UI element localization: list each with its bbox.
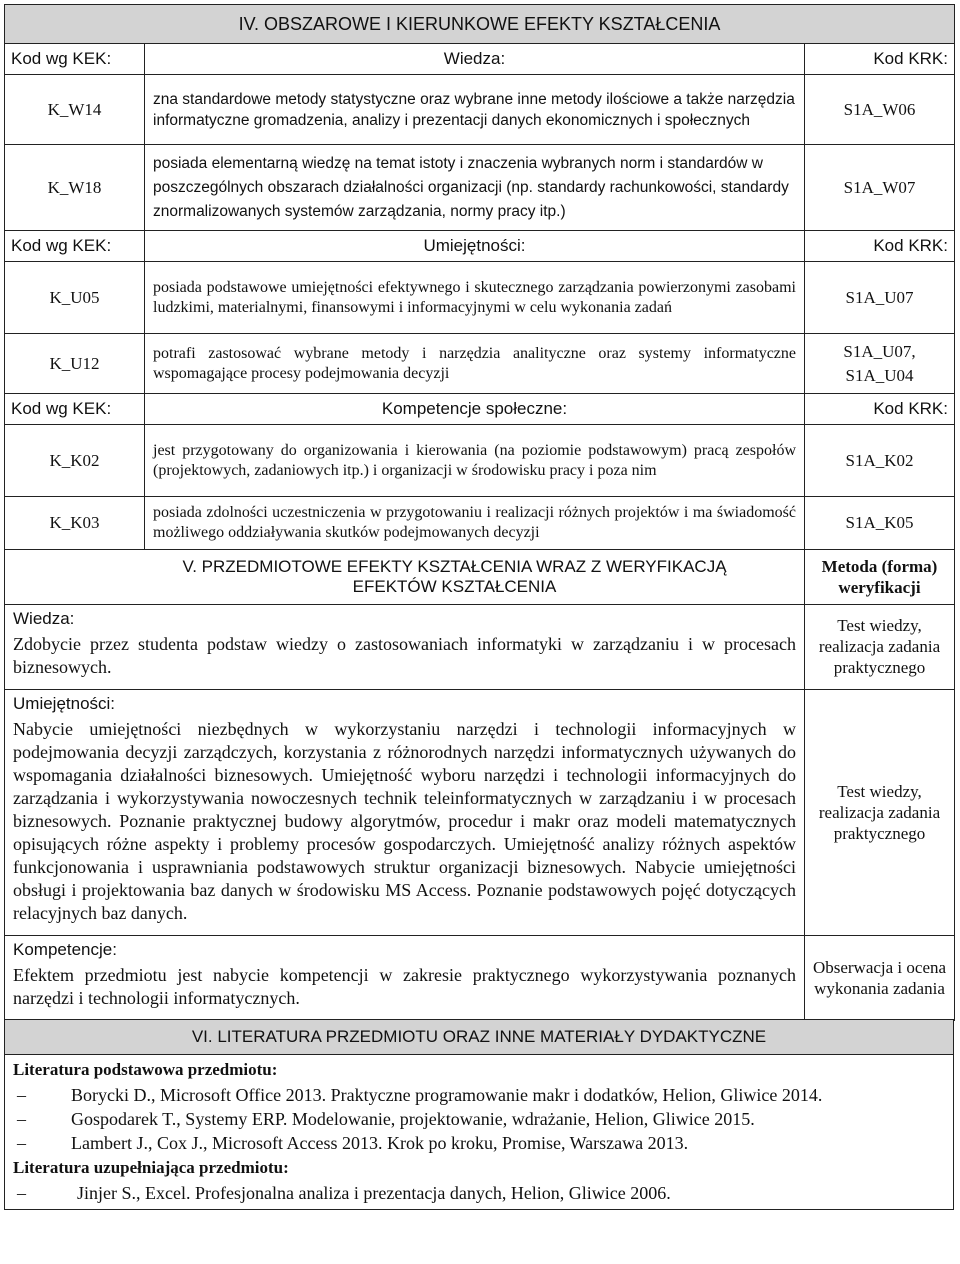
table-row bbox=[5, 145, 955, 231]
literature-content bbox=[5, 1055, 954, 1210]
group-heading-wiedza: Wiedza: bbox=[145, 44, 805, 75]
umiejetnosci-effect-cell bbox=[5, 689, 805, 935]
effect-text: Nabycie umiejętności niezbędnych w wykorzystaniu narzędzi i technologii informacyjnych w podejmowania decyzji zarządczych, korzystania z różnorodnych narzędzi informatycznych używanych do wspomagania działalności biznesowych. Umiejętność wyboru narzędzi i technologii informacyjnych do zarządzania i wykorzystywania nowoczesnych technik teleinformatycznych w zarządzaniu i w procesach biznesowych. Poznanie praktycznej budowy algorytmów, procedur i makr oraz modeli matematycznych opisujących różne aspekty i problemy procesów gospodarczych. Umiejętność analizy różnych aspektów funkcjonowania i usprawniania podstawowych struktur organizacji biznesowych. Nabycie umiejętności obsługi i projektowania baz danych w środowisku MS Access. Poznanie podstawowych pojęć dotyczących relacyjnych baz danych. bbox=[13, 718, 796, 923]
dash-bullet: – bbox=[17, 1183, 26, 1203]
book-reference: Lambert J., Cox J., Microsoft Access 2013. Krok po kroku, Promise, Warszawa 2013. bbox=[71, 1133, 689, 1153]
effect-description: zna standardowe metody statystyczne oraz wybrane inne metody ilościowe a także narzędzia informatyczne gromadzenia, analizy i prezentacji danych ekonomicznych i społecznych bbox=[145, 75, 805, 145]
verification-method: Obserwacja i ocena wykonania zadania bbox=[805, 935, 955, 1020]
table-row bbox=[5, 75, 955, 145]
table-row bbox=[5, 425, 955, 497]
krk-code: S1A_K02 bbox=[805, 425, 955, 497]
krk-code: S1A_W07 bbox=[805, 145, 955, 231]
table-row bbox=[5, 262, 955, 334]
supplementary-literature-heading: Literatura uzupełniająca przedmiotu: bbox=[13, 1158, 289, 1177]
krk-code: S1A_W06 bbox=[805, 75, 955, 145]
kek-column-label: Kod wg KEK: bbox=[5, 231, 145, 262]
effect-label: Wiedza: bbox=[13, 608, 75, 628]
effects-table bbox=[4, 4, 955, 550]
effect-description: posiada zdolności uczestniczenia w przygotowaniu i realizacji różnych projektów i ma świadomość możliwego oddziaływania skutków podejmowanych decyzji bbox=[145, 497, 805, 550]
verification-method: Test wiedzy, realizacja zadania praktycznego bbox=[805, 689, 955, 935]
group-heading-umiejetnosci: Umiejętności: bbox=[145, 231, 805, 262]
kek-code: K_K03 bbox=[5, 497, 145, 550]
kek-code: K_W14 bbox=[5, 75, 145, 145]
effect-description: jest przygotowany do organizowania i kierowania (na poziomie podstawowym) pracą zespołów (projektowych, zadaniowych itp.) i organizacji w środowisku pracy i poza nim bbox=[145, 425, 805, 497]
section4-title: IV. OBSZAROWE I KIERUNKOWE EFEKTY KSZTAŁCENIA bbox=[5, 5, 955, 44]
effect-text: Zdobycie przez studenta podstaw wiedzy o zastosowaniach informatyki w zarządzaniu i w procesach biznesowych. bbox=[13, 633, 796, 677]
book-reference: Borycki D., Microsoft Office 2013. Praktyczne programowanie makr i dodatków, Helion, Gliwice 2014. bbox=[71, 1085, 823, 1105]
krk-column-label: Kod KRK: bbox=[805, 394, 955, 425]
krk-column-label: Kod KRK: bbox=[805, 231, 955, 262]
dash-bullet: – bbox=[17, 1133, 26, 1153]
syllabus-page bbox=[4, 4, 954, 1210]
list-item bbox=[9, 1181, 949, 1205]
kompetencje-effect-cell bbox=[5, 935, 805, 1020]
wiedza-header-row bbox=[5, 44, 955, 75]
verification-table bbox=[4, 549, 955, 1021]
section5-title: V. PRZEDMIOTOWE EFEKTY KSZTAŁCENIA WRAZ Z WERYFIKACJĄ EFEKTÓW KSZTAŁCENIA bbox=[5, 549, 805, 604]
kompetencje-header-row bbox=[5, 394, 955, 425]
effect-label: Kompetencje: bbox=[13, 939, 117, 959]
kek-column-label: Kod wg KEK: bbox=[5, 394, 145, 425]
effect-description: potrafi zastosować wybrane metody i narzędzia analityczne oraz systemy informatyczne wspomagające procesy podejmowania decyzji bbox=[145, 334, 805, 394]
literature-table bbox=[4, 1019, 954, 1210]
effect-description: posiada elementarną wiedzę na temat istoty i znaczenia wybranych norm i standardów w poszczególnych obszarach działalności organizacji (np. standardy rachunkowości, standardy znormalizowanych systemów zarządzania, normy pracy itp.) bbox=[145, 145, 805, 231]
krk-code: S1A_U07, bbox=[843, 341, 916, 361]
list-item bbox=[9, 1083, 949, 1107]
list-item bbox=[9, 1131, 949, 1155]
list-item bbox=[9, 1107, 949, 1131]
wiedza-effect-cell bbox=[5, 604, 805, 689]
umiejetnosci-header-row bbox=[5, 231, 955, 262]
kek-column-label: Kod wg KEK: bbox=[5, 44, 145, 75]
krk-code: S1A_K05 bbox=[805, 497, 955, 550]
dash-bullet: – bbox=[17, 1109, 26, 1129]
kek-code: K_K02 bbox=[5, 425, 145, 497]
method-column-header: Metoda (forma) weryfikacji bbox=[805, 549, 955, 604]
kek-code: K_U05 bbox=[5, 262, 145, 334]
krk-column-label: Kod KRK: bbox=[805, 44, 955, 75]
effect-text: Efektem przedmiotu jest nabycie kompetencji w zakresie praktycznego wykorzystywania poznanych narzędzi i technologii informatycznych. bbox=[13, 964, 796, 1008]
book-reference: Jinjer S., Excel. Profesjonalna analiza i prezentacja danych, Helion, Gliwice 2006. bbox=[77, 1183, 671, 1203]
effect-label: Umiejętności: bbox=[13, 693, 116, 713]
book-reference: Gospodarek T., Systemy ERP. Modelowanie, projektowanie, wdrażanie, Helion, Gliwice 2015. bbox=[71, 1109, 755, 1129]
krk-code: S1A_U07 bbox=[805, 262, 955, 334]
basic-literature-heading: Literatura podstawowa przedmiotu: bbox=[13, 1060, 278, 1079]
verification-method: Test wiedzy, realizacja zadania praktycznego bbox=[805, 604, 955, 689]
table-row bbox=[5, 497, 955, 550]
kek-code: K_U12 bbox=[5, 334, 145, 394]
dash-bullet: – bbox=[17, 1085, 26, 1105]
table-row bbox=[5, 334, 955, 394]
krk-code-cell bbox=[805, 334, 955, 394]
effect-description: posiada podstawowe umiejętności efektywnego i skutecznego zarządzania powierzonymi zasobami ludzkimi, materialnymi, finansowymi i informacyjnymi w celu wykonania zadań bbox=[145, 262, 805, 334]
krk-code: S1A_U04 bbox=[845, 365, 914, 385]
section6-title: VI. LITERATURA PRZEDMIOTU ORAZ INNE MATERIAŁY DYDAKTYCZNE bbox=[5, 1020, 954, 1055]
kek-code: K_W18 bbox=[5, 145, 145, 231]
group-heading-kompetencje: Kompetencje społeczne: bbox=[145, 394, 805, 425]
